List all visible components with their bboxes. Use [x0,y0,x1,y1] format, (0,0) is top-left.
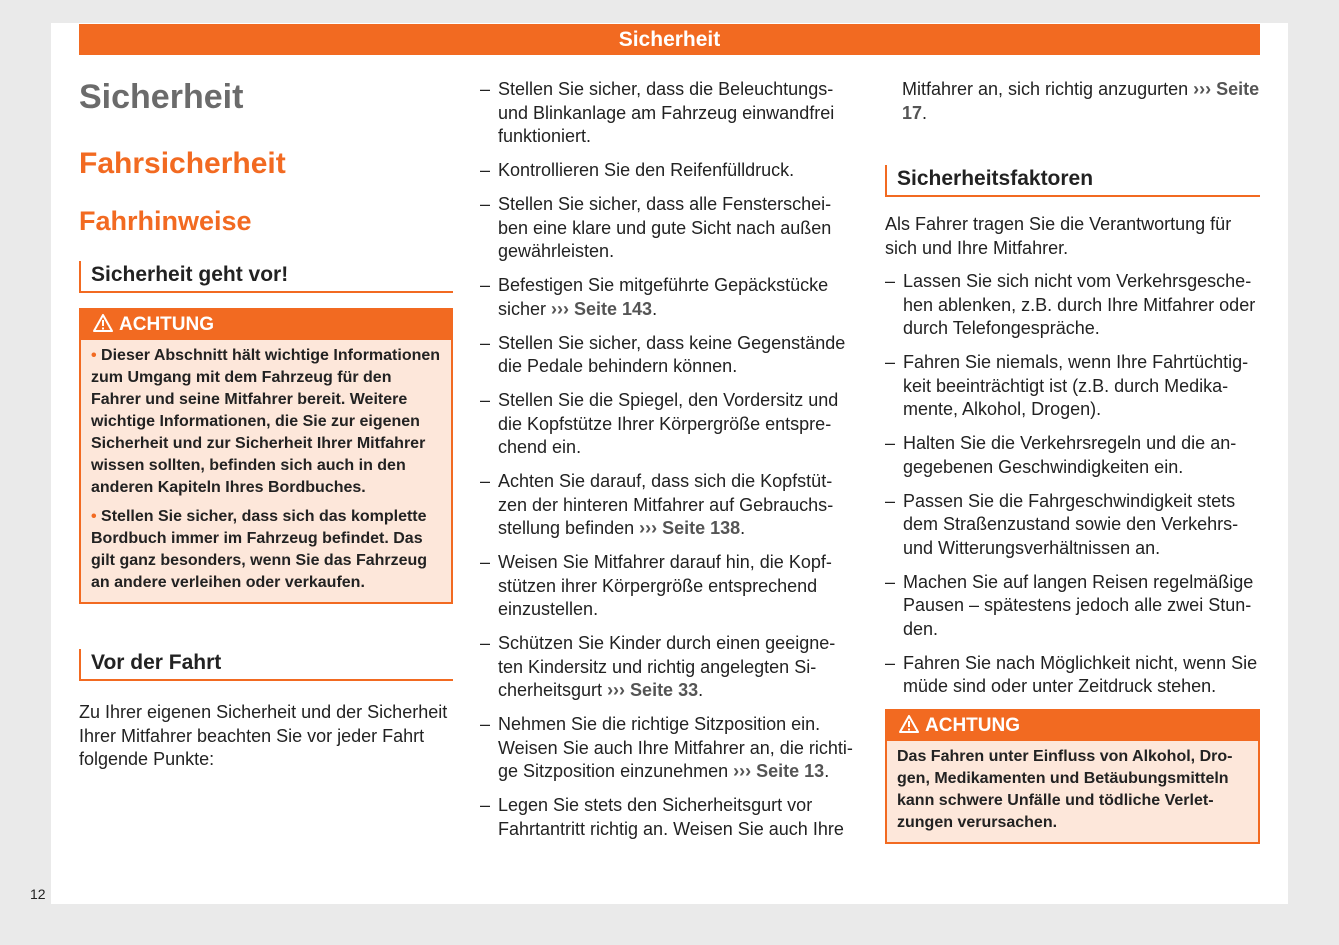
column-2 [480,78,854,852]
factor-list [885,270,1260,699]
checklist-item [480,794,854,841]
bullet-dot-icon: • [91,508,102,525]
warning-body [81,340,451,602]
checklist-item [480,632,854,703]
checklist-item-text: Legen Sie stets den Sicherheitsgurt vor Fahrtantritt richtig an. Weisen Sie auch Ihre [498,795,844,839]
page-reference: ››› Seite 143 [551,298,653,319]
continued-text-end: . [922,102,928,123]
warning-triangle-icon [93,314,113,332]
intro-paragraph: Als Fahrer tragen Sie die Verantwortung für sich und Ihre Mitfahrer. [885,214,1232,258]
checklist-item-text: Stellen Sie sicher, dass die Beleuchtungs- und Blinkanlage am Fahrzeug einwandfrei funktioniert. [498,79,835,146]
checklist-item-text: Nehmen Sie die richtige Sitzposition ein. Weisen Sie auch Ihre Mitfahrer an, die richtige Sitzposition einzunehmen [498,714,853,781]
punctuation: . [740,518,746,538]
warning-title: ACHTUNG [119,314,214,335]
factor-item: – Fahren Sie niemals, wenn Ihre Fahrtüchtigkeit beeinträchtigt ist (z.B. durch Medikamente, Alkohol, Drogen). [885,351,1260,422]
warning-header [81,310,451,340]
warning-box [885,709,1260,844]
chapter-title: Sicherheit [79,78,244,116]
warning-body: Das Fahren unter Einfluss von Alkohol, Drogen, Medikamenten und Betäubungsmitteln kann schwere Unfälle und tödliche Verletzungen verursachen. [897,748,1233,831]
checklist-item-text: Stellen Sie sicher, dass alle Fensterscheiben eine klare und gute Sicht nach außen gewährleisten. [498,194,832,261]
header-bar: Sicherheit [79,24,1260,55]
checklist-item-text: Achten Sie darauf, dass sich die Kopfstützen der hinteren Mitfahrer auf Gebrauchsstellung befinden [498,471,834,538]
factor-item: – Passen Sie die Fahrgeschwindigkeit stets dem Straßenzustand sowie den Verkehrs- und Witterungsverhältnissen an. [885,490,1260,561]
checklist-item [480,551,854,622]
continued-text-body: Mitfahrer an, sich richtig anzugurten [902,79,1194,99]
heading-vor-der-fahrt: Vor der Fahrt [79,649,453,681]
page-reference: ››› Seite 33 [607,680,699,700]
warning-title: ACHTUNG [925,715,1020,736]
intro-paragraph: Zu Ihrer eigenen Sicherheit und der Sicherheit Ihrer Mitfahrer beachten Sie vor jeder Fahrt folgende Punkte: [79,702,448,769]
warning-header [887,711,1258,741]
heading-sicherheit-geht-vor: Sicherheit geht vor! [79,261,453,293]
checklist-item [480,274,854,321]
bullet-dot-icon: • [91,347,102,364]
checklist-item [480,159,854,183]
checklist-item [480,470,854,541]
checklist-item [480,78,854,149]
page-number: 12 [30,886,46,902]
checklist [480,78,854,841]
warning-item-text: Dieser Abschnitt hält wichtige Informationen zum Umgang mit dem Fahrzeug für den Fahrer und seine Mitfahrer bereit. Weitere wichtige Informationen, die Sie zur eigenen Sicherheit und zur Sicherheit Ihrer Mitfahrer wissen sollten, befinden sich auch in den anderen Kapiteln Ihres Bordbuches. [91,347,441,496]
factor-item: – Lassen Sie sich nicht vom Verkehrsgeschehen ablenken, z.B. durch Ihre Mitfahrer oder durch Telefongespräche. [885,270,1260,341]
checklist-item-text: Befestigen Sie mitgeführte Gepäckstücke sicher [498,275,829,319]
checklist-item [480,332,854,379]
checklist-item-text: Schützen Sie Kinder durch einen geeigneten Kindersitz und richtig angelegten Sicherheitsgurt [498,633,836,700]
checklist-item [480,193,854,264]
warning-item-text: Stellen Sie sicher, dass sich das komplette Bordbuch immer im Fahrzeug befindet. Das gilt ganz besonders, wenn Sie das Fahrzeug an andere verleihen oder verkaufen. [91,508,428,591]
warning-box [79,308,453,604]
checklist-item-text: Stellen Sie sicher, dass keine Gegenstände die Pedale behindern können. [498,332,846,376]
factor-item: – Machen Sie auf langen Reisen regelmäßige Pausen – spätestens jedoch alle zwei Stunden. [885,571,1260,642]
checklist-item-text: Stellen Sie die Spiegel, den Vordersitz und die Kopfstütze Ihrer Körpergröße entsprechend ein. [498,390,839,457]
page-reference: ››› Seite 17 [902,79,1260,123]
checklist-item-text: Kontrollieren Sie den Reifenfülldruck. [498,160,795,180]
checklist-item-text: Weisen Sie Mitfahrer darauf hin, die Kopfstützen ihrer Körpergröße entsprechend einzustellen. [498,552,832,619]
punctuation: . [652,298,658,319]
checklist-item [480,713,854,784]
punctuation: . [698,680,704,700]
warning-item [91,506,443,594]
punctuation: . [824,761,830,781]
continued-text [885,78,1260,125]
factor-item: – Halten Sie die Verkehrsregeln und die angegebenen Geschwindigkeiten ein. [885,432,1260,479]
factor-item: – Fahren Sie nach Möglichkeit nicht, wenn Sie müde sind oder unter Zeitdruck stehen. [885,652,1260,699]
column-3 [885,78,1260,844]
checklist-item [480,389,854,460]
page-reference: ››› Seite 13 [733,761,825,781]
subsection-title: Fahrhinweise [79,206,252,236]
warning-triangle-icon [899,715,919,733]
column-1 [79,70,453,772]
warning-item [91,345,443,499]
page-reference: ››› Seite 138 [639,518,741,538]
heading-sicherheitsfaktoren: Sicherheitsfaktoren [885,165,1260,197]
section-title: Fahrsicherheit [79,147,286,180]
